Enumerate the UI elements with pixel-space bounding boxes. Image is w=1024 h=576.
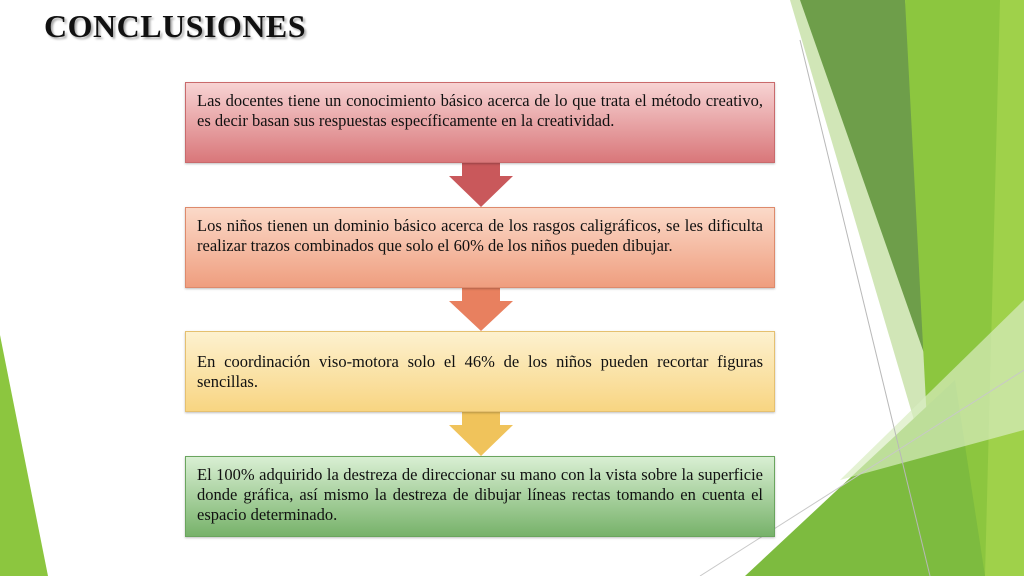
conclusion-box-2: Los niños tienen un dominio básico acerca de los rasgos caligráficos, se les dificulta realizar trazos combinados que solo el 60% de los niños pueden dibujar. (185, 207, 775, 288)
down-arrow-2 (449, 288, 513, 331)
page-title: CONCLUSIONES (44, 8, 307, 44)
down-arrow-3 (449, 412, 513, 456)
conclusion-box-1: Las docentes tiene un conocimiento básico acerca de lo que trata el método creativo, es decir basan sus respuestas específicamente en la creatividad. (185, 82, 775, 163)
down-arrow-1 (449, 163, 513, 207)
conclusion-box-4: El 100% adquirido la destreza de direccionar su mano con la vista sobre la superficie donde gráfica, así mismo la destreza de dibujar líneas rectas tomando en cuenta el espacio determinado. (185, 456, 775, 537)
left-green-shape (0, 335, 48, 576)
conclusion-box-3: En coordinación viso-motora solo el 46% de los niños pueden recortar figuras sencillas. (185, 331, 775, 412)
